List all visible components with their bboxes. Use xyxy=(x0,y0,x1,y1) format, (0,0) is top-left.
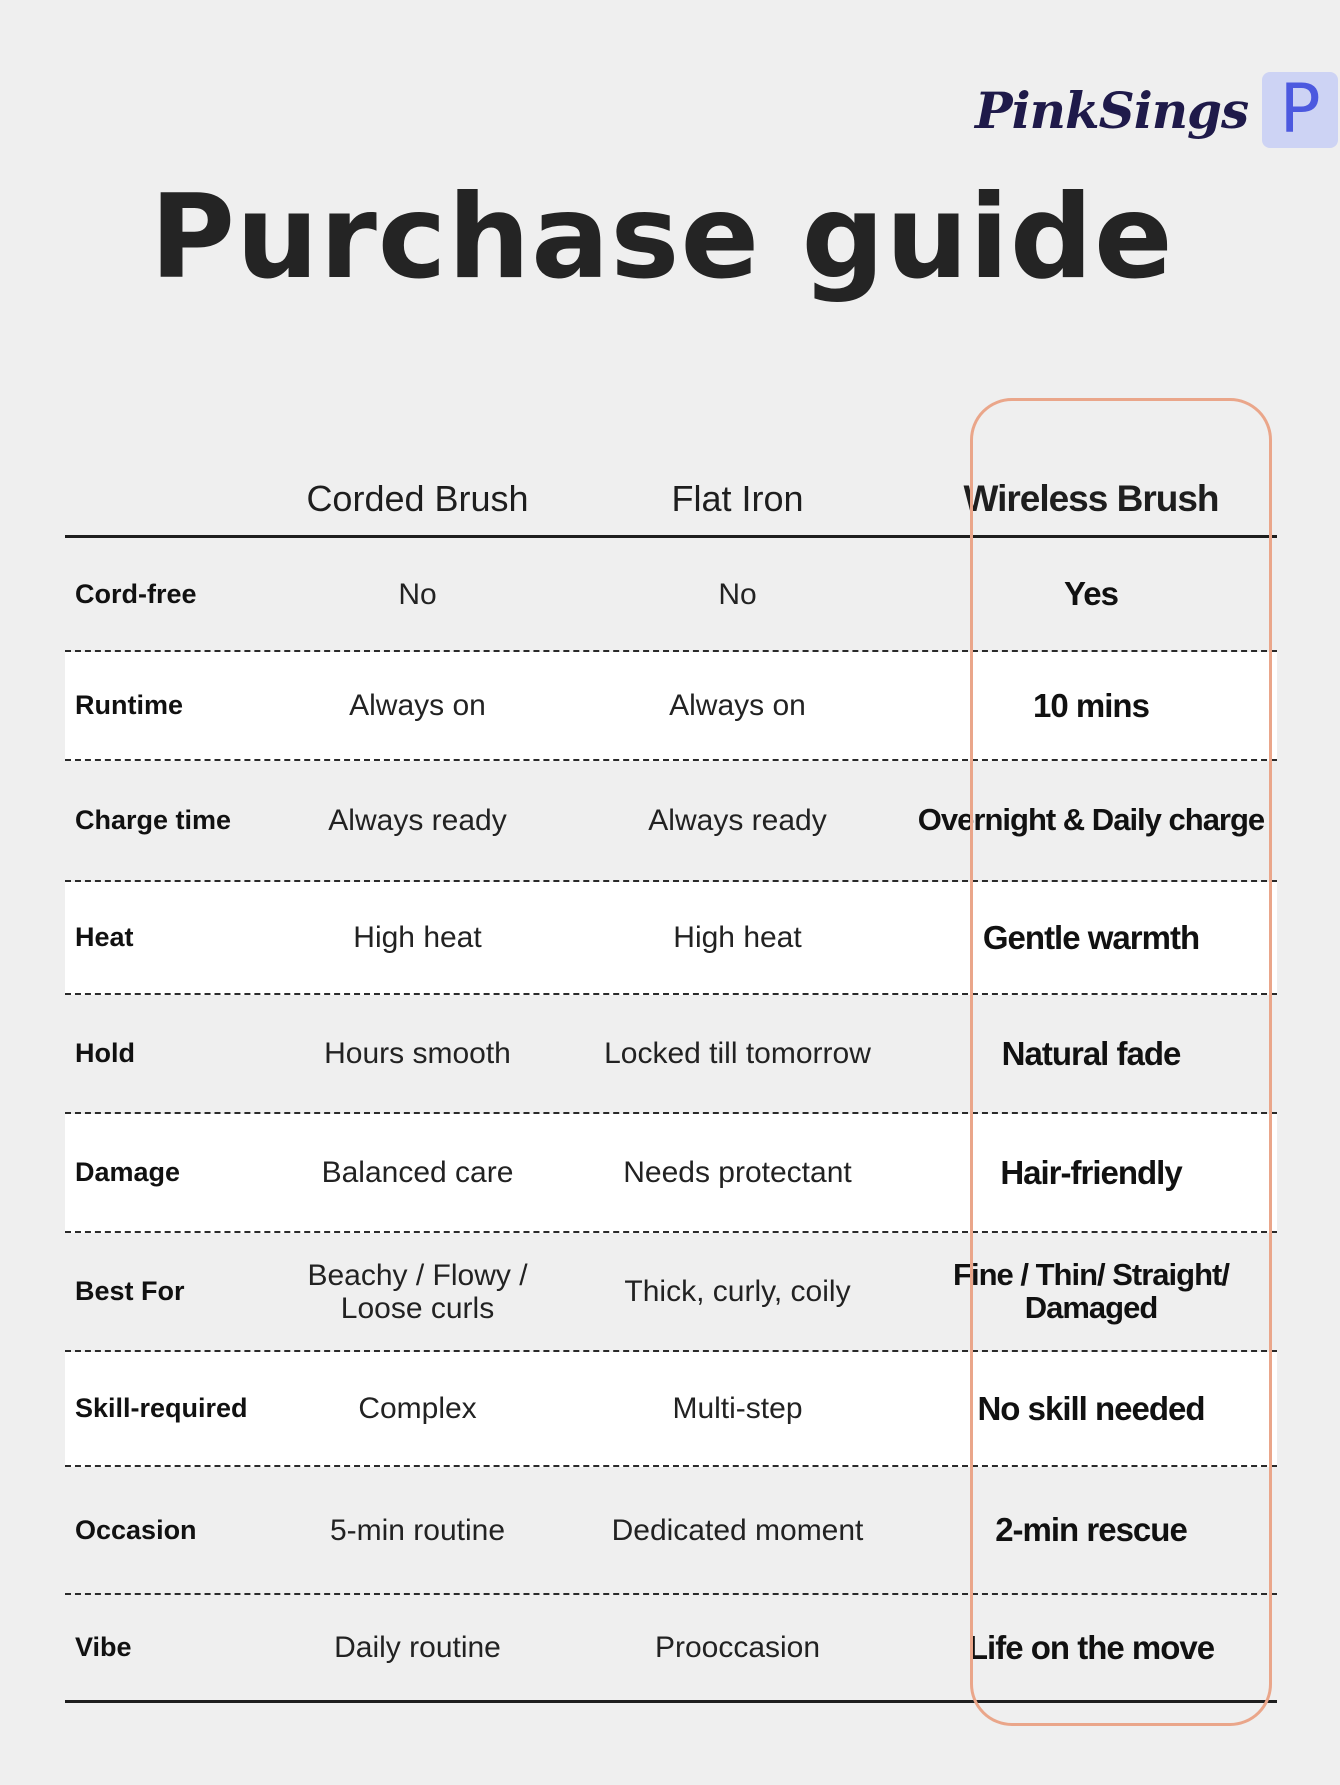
row-label: Charge time xyxy=(75,805,232,835)
row-label: Best For xyxy=(75,1276,185,1306)
corded-brush-value: Always ready xyxy=(328,804,507,837)
wireless-brush-value: Hair-friendly xyxy=(1000,1153,1182,1191)
table-row-best-for xyxy=(65,1233,1277,1352)
table-row-heat xyxy=(65,882,1277,995)
table-row-cord-free xyxy=(65,538,1277,652)
corded-brush-value: Beachy / Flowy / Loose curls xyxy=(307,1258,528,1325)
flat-iron-value: No xyxy=(718,577,757,611)
flat-iron-value: Multi-step xyxy=(672,1392,803,1425)
table-row-charge-time xyxy=(65,761,1277,882)
column-header-wireless-brush: Wireless Brush xyxy=(963,478,1219,519)
wireless-brush-value: Natural fade xyxy=(1001,1034,1181,1072)
flat-iron-value: Needs protectant xyxy=(623,1156,852,1189)
column-header-flat-iron: Flat Iron xyxy=(671,478,804,519)
table-row-damage xyxy=(65,1114,1277,1233)
column-header-corded-brush: Corded Brush xyxy=(306,478,529,519)
row-label: Vibe xyxy=(75,1632,132,1662)
table-row-skill-required xyxy=(65,1352,1277,1467)
row-label: Hold xyxy=(75,1038,135,1068)
comparison-table xyxy=(65,400,1277,1703)
row-label: Occasion xyxy=(75,1514,197,1545)
flat-iron-value: Thick, curly, coily xyxy=(624,1275,851,1308)
corded-brush-value: No xyxy=(398,577,437,611)
brand-name: PinkSings xyxy=(975,80,1249,140)
brand-logo-icon: P xyxy=(1262,72,1338,148)
wireless-brush-value: Overnight & Daily charge xyxy=(917,802,1265,838)
wireless-brush-value: Life on the move xyxy=(967,1628,1215,1666)
header-spacer xyxy=(65,400,265,535)
corded-brush-value: High heat xyxy=(353,921,482,954)
row-label: Heat xyxy=(75,922,134,952)
flat-iron-value: Always ready xyxy=(648,804,827,837)
row-label: Cord-free xyxy=(75,578,197,609)
flat-iron-value: High heat xyxy=(673,921,802,954)
row-label: Runtime xyxy=(75,690,183,720)
table-row-runtime xyxy=(65,652,1277,761)
corded-brush-value: Complex xyxy=(358,1392,477,1425)
wireless-brush-value: Gentle warmth xyxy=(982,918,1200,956)
wireless-brush-value: Yes xyxy=(1064,575,1118,613)
page-title: Purchase guide xyxy=(150,170,1174,305)
wireless-brush-value: No skill needed xyxy=(977,1389,1205,1427)
row-label: Damage xyxy=(75,1157,181,1187)
flat-iron-value: Dedicated moment xyxy=(611,1513,864,1547)
table-row-occasion xyxy=(65,1467,1277,1595)
corded-brush-value: Daily routine xyxy=(334,1631,501,1664)
table-header-row xyxy=(65,400,1277,538)
corded-brush-value: Always on xyxy=(349,689,486,722)
table-row-vibe xyxy=(65,1595,1277,1703)
corded-brush-value: Hours smooth xyxy=(324,1037,511,1070)
wireless-brush-value: 10 mins xyxy=(1033,686,1149,724)
flat-iron-value: Prooccasion xyxy=(654,1631,821,1664)
table-row-hold xyxy=(65,995,1277,1114)
corded-brush-value: Balanced care xyxy=(321,1156,514,1189)
flat-iron-value: Locked till tomorrow xyxy=(604,1037,871,1070)
row-label: Skill-required xyxy=(75,1393,248,1423)
wireless-brush-value: Fine / Thin/ Straight/ Damaged xyxy=(953,1256,1229,1325)
brand-logo-group xyxy=(975,72,1338,148)
corded-brush-value: 5-min routine xyxy=(329,1513,506,1547)
wireless-brush-value: 2-min rescue xyxy=(995,1511,1187,1549)
flat-iron-value: Always on xyxy=(669,689,806,722)
